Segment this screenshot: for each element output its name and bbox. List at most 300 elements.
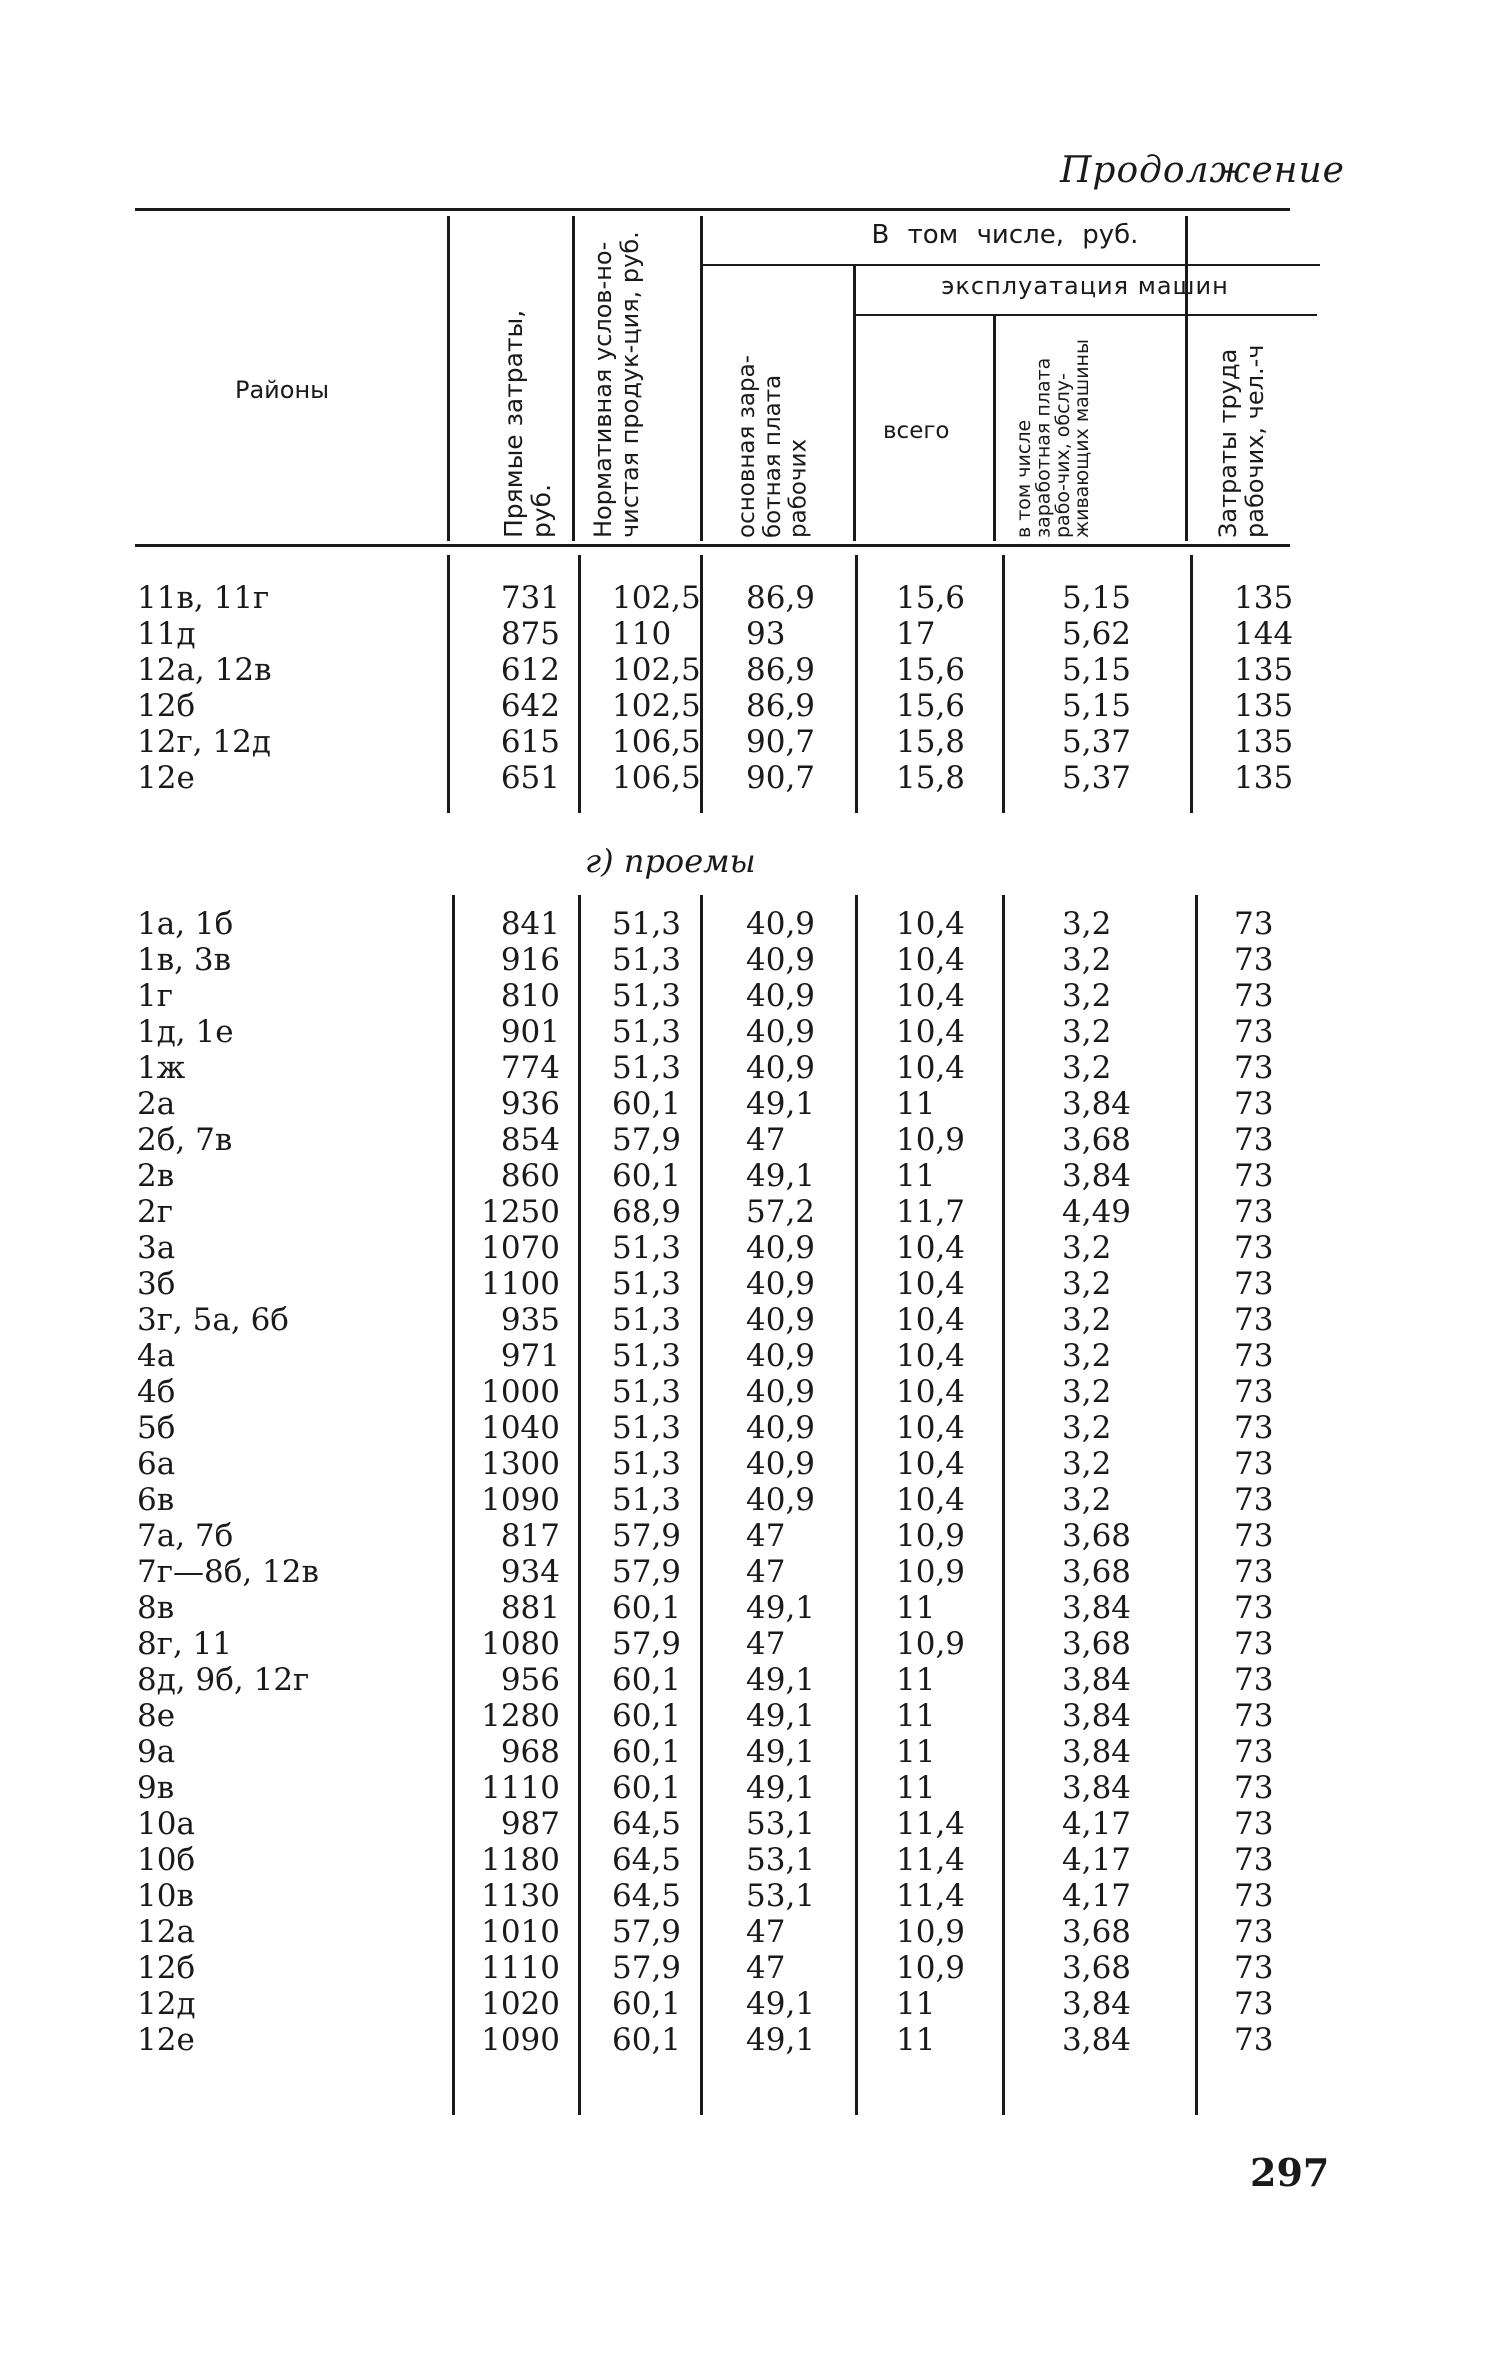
cell-region: 6а	[137, 1446, 176, 1482]
cell-wages: 53,1	[746, 1806, 816, 1842]
cell-labor: 73	[1234, 1338, 1274, 1374]
table-row	[0, 2022, 1508, 2058]
table-row	[0, 1086, 1508, 1122]
cell-region: 9в	[137, 1770, 175, 1806]
cell-norm: 64,5	[612, 1878, 682, 1914]
cell-region: 2б, 7в	[137, 1122, 233, 1158]
cell-machine-wages: 3,68	[1062, 1518, 1132, 1554]
cell-wages: 49,1	[746, 2022, 816, 2058]
header-divider	[447, 216, 450, 541]
cell-labor: 144	[1234, 616, 1294, 652]
cell-direct: 1010	[481, 1914, 560, 1950]
table-row	[0, 580, 1508, 616]
cell-region: 8г, 11	[137, 1626, 233, 1662]
cell-wages: 47	[746, 1518, 786, 1554]
cell-machine-total: 11	[896, 1158, 936, 1194]
cell-wages: 40,9	[746, 1302, 816, 1338]
cell-machine-total: 15,6	[896, 652, 966, 688]
cell-labor: 73	[1234, 1374, 1274, 1410]
cell-wages: 90,7	[746, 760, 816, 796]
cell-direct: 1280	[481, 1698, 560, 1734]
header-bottom-rule	[135, 544, 1290, 547]
cell-machine-wages: 3,84	[1062, 1986, 1132, 2022]
cell-norm: 60,1	[612, 1698, 682, 1734]
cell-machine-wages: 4,17	[1062, 1878, 1132, 1914]
table-row	[0, 1734, 1508, 1770]
cell-machine-wages: 5,15	[1062, 688, 1132, 724]
cell-region: 3б	[137, 1266, 176, 1302]
table-row	[0, 1122, 1508, 1158]
cell-direct: 1110	[481, 1950, 560, 1986]
cell-region: 1д, 1е	[137, 1014, 234, 1050]
cell-norm: 60,1	[612, 1158, 682, 1194]
cell-norm: 106,5	[612, 760, 701, 796]
cell-norm: 102,5	[612, 580, 701, 616]
cell-direct: 916	[500, 942, 560, 978]
cell-norm: 51,3	[612, 1446, 682, 1482]
cell-labor: 73	[1234, 1230, 1274, 1266]
table-row	[0, 1410, 1508, 1446]
cell-machine-wages: 3,2	[1062, 1410, 1112, 1446]
cell-region: 3г, 5а, 6б	[137, 1302, 289, 1338]
cell-wages: 40,9	[746, 1230, 816, 1266]
cell-norm: 60,1	[612, 2022, 682, 2058]
cell-labor: 73	[1234, 1950, 1274, 1986]
cell-machine-total: 11	[896, 1986, 936, 2022]
cell-wages: 47	[746, 1950, 786, 1986]
cell-machine-total: 10,4	[896, 1266, 966, 1302]
cell-direct: 968	[500, 1734, 560, 1770]
cell-machine-total: 10,4	[896, 942, 966, 978]
cell-region: 12б	[137, 688, 196, 724]
cell-norm: 60,1	[612, 1590, 682, 1626]
cell-machine-total: 15,8	[896, 724, 966, 760]
cell-machine-total: 11	[896, 2022, 936, 2058]
table-row	[0, 1014, 1508, 1050]
cell-norm: 51,3	[612, 906, 682, 942]
cell-machine-total: 10,4	[896, 1014, 966, 1050]
cell-wages: 86,9	[746, 688, 816, 724]
cell-norm: 57,9	[612, 1626, 682, 1662]
cell-wages: 47	[746, 1626, 786, 1662]
cell-norm: 64,5	[612, 1806, 682, 1842]
cell-machine-wages: 3,68	[1062, 1914, 1132, 1950]
cell-machine-wages: 5,15	[1062, 580, 1132, 616]
cell-direct: 934	[500, 1554, 560, 1590]
cell-norm: 57,9	[612, 1950, 682, 1986]
table-row	[0, 1842, 1508, 1878]
cell-labor: 73	[1234, 1842, 1274, 1878]
table-row	[0, 1914, 1508, 1950]
cell-machine-total: 11,4	[896, 1878, 966, 1914]
cell-norm: 60,1	[612, 1734, 682, 1770]
cell-wages: 49,1	[746, 1698, 816, 1734]
cell-direct: 1000	[481, 1374, 560, 1410]
continued-label: Продолжение	[1060, 150, 1345, 191]
cell-wages: 49,1	[746, 1770, 816, 1806]
cell-labor: 73	[1234, 1302, 1274, 1338]
header-group-title: В том числе, руб.	[871, 220, 1139, 250]
cell-norm: 51,3	[612, 1050, 682, 1086]
cell-region: 12е	[137, 2022, 195, 2058]
cell-labor: 73	[1234, 1518, 1274, 1554]
header-divider	[572, 216, 575, 541]
cell-direct: 935	[500, 1302, 560, 1338]
cell-region: 5б	[137, 1410, 176, 1446]
cell-direct: 1300	[481, 1446, 560, 1482]
cell-norm: 64,5	[612, 1842, 682, 1878]
cell-machine-total: 10,4	[896, 978, 966, 1014]
cell-labor: 135	[1234, 760, 1294, 796]
header-normative-production: Нормативная услов-но-чистая продук-ция, руб.	[589, 231, 644, 538]
cell-wages: 40,9	[746, 1266, 816, 1302]
cell-labor: 135	[1234, 580, 1294, 616]
cell-norm: 57,9	[612, 1554, 682, 1590]
cell-norm: 60,1	[612, 1662, 682, 1698]
cell-wages: 53,1	[746, 1842, 816, 1878]
cell-region: 6в	[137, 1482, 175, 1518]
cell-labor: 73	[1234, 1914, 1274, 1950]
cell-machine-total: 10,4	[896, 1230, 966, 1266]
cell-wages: 40,9	[746, 1446, 816, 1482]
cell-labor: 73	[1234, 1806, 1274, 1842]
cell-region: 8е	[137, 1698, 176, 1734]
cell-labor: 73	[1234, 1662, 1274, 1698]
table-row	[0, 616, 1508, 652]
cell-direct: 1100	[481, 1266, 560, 1302]
cell-machine-total: 11	[896, 1086, 936, 1122]
cell-machine-total: 10,9	[896, 1554, 966, 1590]
header-divider	[700, 216, 703, 541]
cell-wages: 90,7	[746, 724, 816, 760]
cell-machine-total: 10,9	[896, 1626, 966, 1662]
table-row	[0, 1446, 1508, 1482]
cell-machine-total: 15,6	[896, 688, 966, 724]
cell-machine-wages: 3,2	[1062, 1266, 1112, 1302]
header-regions: Районы	[235, 376, 330, 404]
section-caption: г) проемы	[585, 842, 756, 880]
cell-machine-wages: 3,2	[1062, 1302, 1112, 1338]
cell-direct: 1090	[481, 2022, 560, 2058]
cell-direct: 731	[500, 580, 560, 616]
cell-region: 2а	[137, 1086, 176, 1122]
cell-norm: 51,3	[612, 1014, 682, 1050]
table-row	[0, 1230, 1508, 1266]
cell-norm: 106,5	[612, 724, 701, 760]
cell-labor: 73	[1234, 1086, 1274, 1122]
cell-direct: 841	[500, 906, 560, 942]
cell-machine-wages: 3,2	[1062, 1230, 1112, 1266]
cell-direct: 860	[500, 1158, 560, 1194]
table-row	[0, 1986, 1508, 2022]
cell-wages: 40,9	[746, 978, 816, 1014]
cell-norm: 60,1	[612, 1086, 682, 1122]
cell-machine-wages: 3,2	[1062, 1014, 1112, 1050]
cell-region: 1в, 3в	[137, 942, 232, 978]
cell-machine-wages: 3,2	[1062, 978, 1112, 1014]
cell-machine-wages: 3,2	[1062, 942, 1112, 978]
header-base-wages: основная зара-ботная плата рабочих	[734, 355, 812, 538]
cell-norm: 102,5	[612, 652, 701, 688]
cell-region: 3а	[137, 1230, 176, 1266]
cell-region: 7а, 7б	[137, 1518, 234, 1554]
cell-machine-total: 10,4	[896, 1302, 966, 1338]
cell-wages: 40,9	[746, 942, 816, 978]
cell-machine-wages: 3,84	[1062, 1590, 1132, 1626]
table-row	[0, 1518, 1508, 1554]
cell-region: 4б	[137, 1374, 176, 1410]
cell-machine-total: 10,4	[896, 1446, 966, 1482]
cell-machine-total: 11	[896, 1698, 936, 1734]
cell-machine-wages: 3,84	[1062, 1770, 1132, 1806]
table-row	[0, 978, 1508, 1014]
cell-direct: 956	[500, 1662, 560, 1698]
cell-wages: 49,1	[746, 1086, 816, 1122]
cell-region: 12д	[137, 1986, 196, 2022]
cell-region: 1а, 1б	[137, 906, 234, 942]
table-row	[0, 1770, 1508, 1806]
cell-machine-wages: 3,68	[1062, 1950, 1132, 1986]
cell-direct: 1040	[481, 1410, 560, 1446]
cell-norm: 51,3	[612, 1266, 682, 1302]
cell-machine-total: 10,4	[896, 1050, 966, 1086]
cell-labor: 73	[1234, 1878, 1274, 1914]
cell-wages: 40,9	[746, 1482, 816, 1518]
cell-labor: 73	[1234, 1698, 1274, 1734]
cell-region: 1г	[137, 978, 173, 1014]
cell-norm: 68,9	[612, 1194, 682, 1230]
cell-machine-total: 10,4	[896, 1482, 966, 1518]
cell-machine-total: 17	[896, 616, 936, 652]
cell-direct: 612	[500, 652, 560, 688]
cell-machine-wages: 3,84	[1062, 1086, 1132, 1122]
cell-region: 4а	[137, 1338, 176, 1374]
cell-machine-wages: 5,15	[1062, 652, 1132, 688]
cell-direct: 987	[500, 1806, 560, 1842]
cell-region: 10в	[137, 1878, 194, 1914]
cell-region: 1ж	[137, 1050, 186, 1086]
cell-direct: 817	[500, 1518, 560, 1554]
cell-machine-wages: 3,84	[1062, 1158, 1132, 1194]
table-row	[0, 1158, 1508, 1194]
cell-labor: 73	[1234, 1122, 1274, 1158]
cell-labor: 73	[1234, 1734, 1274, 1770]
cell-wages: 47	[746, 1914, 786, 1950]
cell-norm: 51,3	[612, 1302, 682, 1338]
cell-norm: 57,9	[612, 1518, 682, 1554]
cell-machine-wages: 3,2	[1062, 906, 1112, 942]
cell-labor: 73	[1234, 1194, 1274, 1230]
cell-machine-total: 11	[896, 1590, 936, 1626]
table-row	[0, 1950, 1508, 1986]
cell-machine-total: 11,4	[896, 1842, 966, 1878]
table-row	[0, 906, 1508, 942]
cell-direct: 854	[500, 1122, 560, 1158]
table-row	[0, 1698, 1508, 1734]
cell-direct: 1180	[481, 1842, 560, 1878]
cell-region: 12а, 12в	[137, 652, 272, 688]
table-row	[0, 1302, 1508, 1338]
table-row	[0, 1266, 1508, 1302]
cell-norm: 51,3	[612, 1338, 682, 1374]
cell-labor: 73	[1234, 1050, 1274, 1086]
cell-direct: 875	[500, 616, 560, 652]
cell-region: 11в, 11г	[137, 580, 270, 616]
cell-wages: 49,1	[746, 1590, 816, 1626]
cell-labor: 73	[1234, 1482, 1274, 1518]
cell-region: 11д	[137, 616, 196, 652]
header-direct-costs: Прямые затраты, руб.	[499, 309, 556, 538]
cell-region: 10а	[137, 1806, 195, 1842]
cell-norm: 51,3	[612, 978, 682, 1014]
table-row	[0, 942, 1508, 978]
table-row	[0, 1050, 1508, 1086]
cell-machine-total: 11	[896, 1770, 936, 1806]
cell-wages: 86,9	[746, 652, 816, 688]
cell-norm: 57,9	[612, 1122, 682, 1158]
cell-labor: 73	[1234, 1590, 1274, 1626]
cell-machine-total: 15,8	[896, 760, 966, 796]
cell-direct: 1070	[481, 1230, 560, 1266]
cell-labor: 73	[1234, 1770, 1274, 1806]
cell-machine-wages: 4,17	[1062, 1842, 1132, 1878]
cell-direct: 936	[500, 1086, 560, 1122]
cell-norm: 51,3	[612, 1482, 682, 1518]
table-row	[0, 1338, 1508, 1374]
cell-machine-total: 10,4	[896, 1374, 966, 1410]
cell-machine-total: 10,9	[896, 1950, 966, 1986]
cell-machine-wages: 4,49	[1062, 1194, 1132, 1230]
header-divider	[1185, 216, 1188, 541]
cell-region: 12г, 12д	[137, 724, 271, 760]
cell-machine-wages: 3,84	[1062, 2022, 1132, 2058]
cell-machine-total: 11	[896, 1662, 936, 1698]
page-number: 297	[1250, 2150, 1330, 2195]
cell-wages: 40,9	[746, 1410, 816, 1446]
table-row	[0, 652, 1508, 688]
cell-machine-total: 10,9	[896, 1914, 966, 1950]
cell-machine-wages: 5,62	[1062, 616, 1132, 652]
cell-machine-wages: 3,68	[1062, 1122, 1132, 1158]
cell-direct: 615	[500, 724, 560, 760]
cell-direct: 1090	[481, 1482, 560, 1518]
cell-machine-total: 10,4	[896, 1410, 966, 1446]
cell-wages: 40,9	[746, 906, 816, 942]
cell-direct: 971	[500, 1338, 560, 1374]
cell-wages: 49,1	[746, 1662, 816, 1698]
cell-direct: 1020	[481, 1986, 560, 2022]
cell-norm: 110	[612, 616, 672, 652]
cell-norm: 51,3	[612, 942, 682, 978]
cell-machine-wages: 3,2	[1062, 1446, 1112, 1482]
table-openings	[0, 906, 1508, 2058]
cell-labor: 73	[1234, 978, 1274, 1014]
cell-wages: 53,1	[746, 1878, 816, 1914]
header-labor-costs: Затраты труда рабочих, чел.-ч	[1214, 344, 1269, 538]
header-divider	[993, 316, 996, 541]
cell-wages: 49,1	[746, 1158, 816, 1194]
cell-machine-total: 15,6	[896, 580, 966, 616]
cell-wages: 40,9	[746, 1050, 816, 1086]
cell-labor: 73	[1234, 2022, 1274, 2058]
cell-machine-wages: 3,68	[1062, 1626, 1132, 1662]
header-top-rule	[135, 208, 1290, 211]
cell-wages: 40,9	[746, 1374, 816, 1410]
cell-labor: 135	[1234, 652, 1294, 688]
table-row	[0, 760, 1508, 796]
cell-machine-total: 11	[896, 1734, 936, 1770]
table-row	[0, 1806, 1508, 1842]
cell-wages: 86,9	[746, 580, 816, 616]
cell-region: 12е	[137, 760, 195, 796]
cell-region: 2в	[137, 1158, 175, 1194]
cell-norm: 60,1	[612, 1986, 682, 2022]
cell-labor: 73	[1234, 1158, 1274, 1194]
header-machine-total: всего	[883, 418, 950, 444]
cell-machine-wages: 3,2	[1062, 1050, 1112, 1086]
cell-labor: 73	[1234, 1554, 1274, 1590]
cell-norm: 57,9	[612, 1914, 682, 1950]
cell-norm: 51,3	[612, 1230, 682, 1266]
table-row	[0, 1554, 1508, 1590]
cell-wages: 40,9	[746, 1338, 816, 1374]
cell-region: 8в	[137, 1590, 175, 1626]
table-row	[0, 1374, 1508, 1410]
table-row	[0, 724, 1508, 760]
cell-wages: 47	[746, 1554, 786, 1590]
cell-wages: 57,2	[746, 1194, 816, 1230]
group-rule	[700, 264, 1320, 266]
cell-wages: 93	[746, 616, 786, 652]
cell-wages: 40,9	[746, 1014, 816, 1050]
cell-norm: 51,3	[612, 1410, 682, 1446]
cell-labor: 73	[1234, 1410, 1274, 1446]
table-row	[0, 1626, 1508, 1662]
cell-labor: 73	[1234, 1986, 1274, 2022]
table-header	[135, 208, 1290, 548]
cell-region: 2г	[137, 1194, 173, 1230]
cell-norm: 102,5	[612, 688, 701, 724]
cell-labor: 135	[1234, 724, 1294, 760]
cell-machine-total: 10,9	[896, 1518, 966, 1554]
cell-region: 9а	[137, 1734, 176, 1770]
cell-machine-total: 10,9	[896, 1122, 966, 1158]
cell-labor: 73	[1234, 942, 1274, 978]
cell-machine-total: 11,4	[896, 1806, 966, 1842]
cell-machine-wages: 3,84	[1062, 1734, 1132, 1770]
cell-direct: 1130	[481, 1878, 560, 1914]
cell-direct: 774	[500, 1050, 560, 1086]
cell-machine-total: 11,7	[896, 1194, 966, 1230]
table-walls	[0, 580, 1508, 796]
cell-direct: 651	[500, 760, 560, 796]
cell-labor: 135	[1234, 688, 1294, 724]
cell-machine-wages: 3,84	[1062, 1698, 1132, 1734]
cell-machine-wages: 5,37	[1062, 724, 1132, 760]
cell-direct: 810	[500, 978, 560, 1014]
cell-region: 12б	[137, 1950, 196, 1986]
cell-labor: 73	[1234, 1266, 1274, 1302]
header-divider	[853, 266, 856, 541]
cell-region: 7г—8б, 12в	[137, 1554, 319, 1590]
table-row	[0, 1662, 1508, 1698]
cell-wages: 47	[746, 1122, 786, 1158]
cell-labor: 73	[1234, 1626, 1274, 1662]
cell-direct: 901	[500, 1014, 560, 1050]
table-row	[0, 688, 1508, 724]
cell-machine-wages: 4,17	[1062, 1806, 1132, 1842]
cell-machine-wages: 5,37	[1062, 760, 1132, 796]
